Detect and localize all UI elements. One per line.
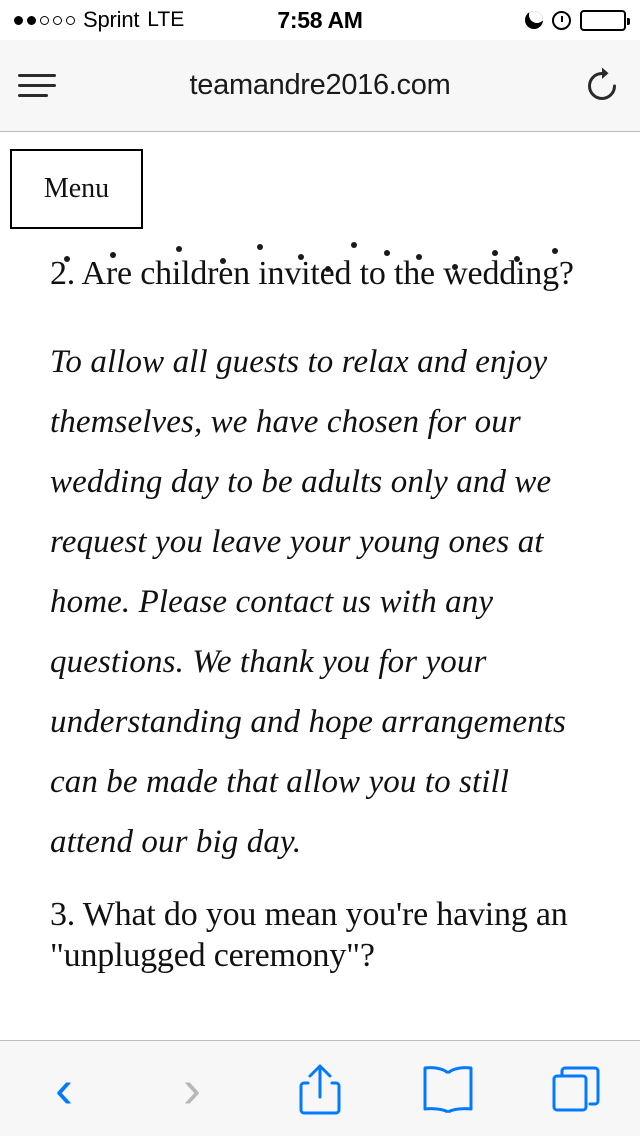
web-page-content[interactable] [0, 132, 640, 1040]
tabs-icon [551, 1065, 601, 1113]
moon-icon [525, 11, 543, 29]
faq-question-2: 2. Are children invited to the wedding? [50, 255, 574, 292]
book-icon [422, 1065, 474, 1113]
alarm-icon [552, 11, 571, 30]
browser-address-bar [0, 40, 640, 132]
url-display [0, 69, 640, 102]
share-icon [298, 1063, 342, 1115]
chevron-left-icon: ‹ [55, 1058, 73, 1119]
site-menu-button[interactable]: Menu [10, 149, 143, 229]
forward-button [154, 1054, 230, 1124]
back-button[interactable] [26, 1054, 102, 1124]
network-type-label: LTE [147, 8, 185, 31]
tabs-button[interactable] [538, 1054, 614, 1124]
browser-toolbar [0, 1040, 640, 1136]
url-label[interactable]: teamandre2016.com [189, 69, 451, 101]
clock-label: 7:58 AM [277, 6, 363, 33]
hamburger-menu-icon[interactable] [18, 69, 60, 103]
chevron-right-icon: › [183, 1058, 201, 1119]
battery-icon [580, 10, 626, 31]
carrier-label: Sprint [83, 7, 140, 32]
bookmarks-button[interactable] [410, 1054, 486, 1124]
reload-icon[interactable] [582, 66, 622, 106]
faq-question-3: 3. What do you mean you're having an "unplugged ceremony"? [50, 896, 568, 974]
status-bar [0, 0, 640, 40]
share-button[interactable] [282, 1054, 358, 1124]
faq-answer-2: To allow all guests to relax and enjoy themselves, we have chosen for our wedding day to be adults only and we request you leave your young ones at home. Please contact us with any questions. We thank you for your understanding and hope arrangements can be made that allow you to still attend our big day. [50, 344, 566, 861]
